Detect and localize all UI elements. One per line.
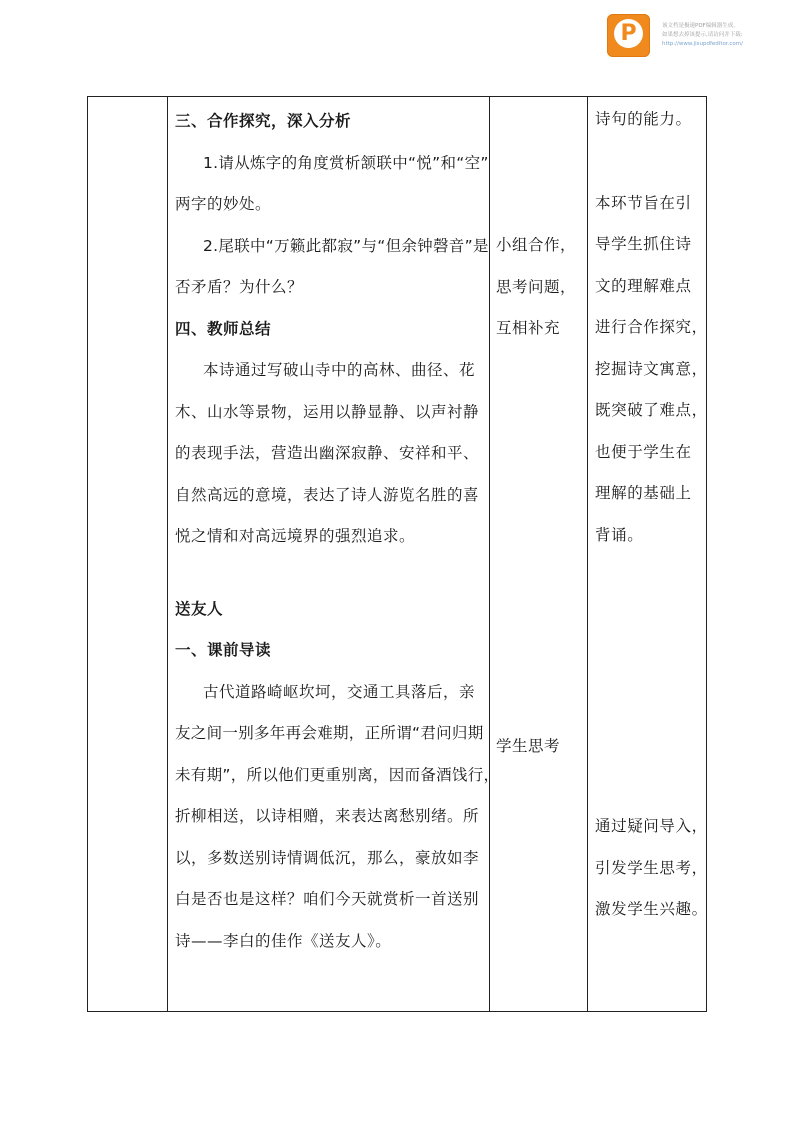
watermark-text xyxy=(662,22,792,49)
intent-line: 引发学生思考， xyxy=(595,858,708,877)
intent-line: 既突破了难点， xyxy=(595,401,708,419)
spacer xyxy=(595,141,707,183)
intent-line: 本环节旨在引 xyxy=(595,193,692,212)
question-1-line-2: 两字的妙处。 xyxy=(175,195,272,213)
intent-line: 挖掘诗文寓意， xyxy=(595,359,708,378)
intent-line: 理解的基础上 xyxy=(595,484,692,502)
intro-line: 未有期”，所以他们更重别离，因而备酒饯行， xyxy=(175,765,500,784)
summary-line: 悦之情和对高远境界的强烈追求。 xyxy=(175,527,416,545)
intent-line: 诗句的能力。 xyxy=(595,110,692,128)
summary-line: 自然高远的意境，表达了诗人游览名胜的喜 xyxy=(175,485,480,504)
spacer xyxy=(496,97,588,225)
design-intent-cell xyxy=(595,97,707,931)
activity-line: 小组合作， xyxy=(496,236,577,254)
student-activity-cell xyxy=(496,97,588,767)
logo-letter: P xyxy=(620,21,637,46)
section-heading-intro: 一、课前导读 xyxy=(175,641,272,659)
activity-line: 互相补充 xyxy=(496,319,561,337)
spacer xyxy=(496,350,588,726)
question-1-line-1: 1.请从炼字的角度赏析颔联中“悦”和“空” xyxy=(203,153,489,172)
watermark-line-1: 该文档是极速PDF编辑器生成, xyxy=(662,23,735,29)
spacer xyxy=(595,556,707,806)
intent-line: 进行合作探究， xyxy=(595,318,708,336)
intro-line: 以，多数送别诗情调低沉，那么，豪放如李 xyxy=(175,848,480,867)
section-heading-summary: 四、教师总结 xyxy=(175,319,272,338)
intent-line: 导学生抓住诗 xyxy=(595,235,692,253)
teaching-content-cell xyxy=(175,97,500,962)
intro-line: 友之间一别多年再会难期，正所谓“君问归期 xyxy=(175,724,484,742)
watermark-line-2: 如果想去掉该提示,请访问并下载: xyxy=(662,32,743,38)
question-2-line-1: 2.尾联中“万籁此都寂”与“但余钟磬音”是 xyxy=(203,236,489,255)
activity-line: 学生思考 xyxy=(496,736,561,755)
intro-line: 白是否也是这样？咱们今天就赏析一首送别 xyxy=(175,890,480,908)
lesson-plan-table xyxy=(87,96,707,1012)
pdf-editor-logo xyxy=(607,14,650,57)
intro-line: 古代道路崎岖坎坷，交通工具落后，亲 xyxy=(203,682,476,701)
summary-line: 木、山水等景物，运用以静显静、以声衬静 xyxy=(175,402,480,421)
intro-line: 折柳相送，以诗相赠，来表达离愁别绪。所 xyxy=(175,807,480,825)
intent-line: 背诵。 xyxy=(595,525,644,544)
column-divider-1 xyxy=(167,97,168,1011)
watermark-url[interactable]: http://www.jisupdfeditor.com/ xyxy=(662,41,743,47)
intent-line: 激发学生兴趣。 xyxy=(595,900,708,918)
poem-title: 送友人 xyxy=(175,599,224,618)
logo-circle xyxy=(614,19,643,48)
question-2-line-2: 否矛盾？为什么？ xyxy=(175,278,304,296)
summary-line: 本诗通过写破山寺中的高林、曲径、花 xyxy=(203,361,476,379)
summary-line: 的表现手法，营造出幽深寂静、安祥和平、 xyxy=(175,444,480,462)
intent-line: 通过疑问导入， xyxy=(595,817,708,835)
intent-line: 文的理解难点 xyxy=(595,276,692,295)
spacer xyxy=(175,558,488,589)
intent-line: 也便于学生在 xyxy=(595,442,692,461)
intro-line: 诗——李白的佳作《送友人》。 xyxy=(175,931,392,950)
section-heading-cooperative: 三、合作探究，深入分析 xyxy=(175,112,352,130)
activity-line: 思考问题， xyxy=(496,277,577,296)
column-divider-2 xyxy=(489,97,490,1011)
